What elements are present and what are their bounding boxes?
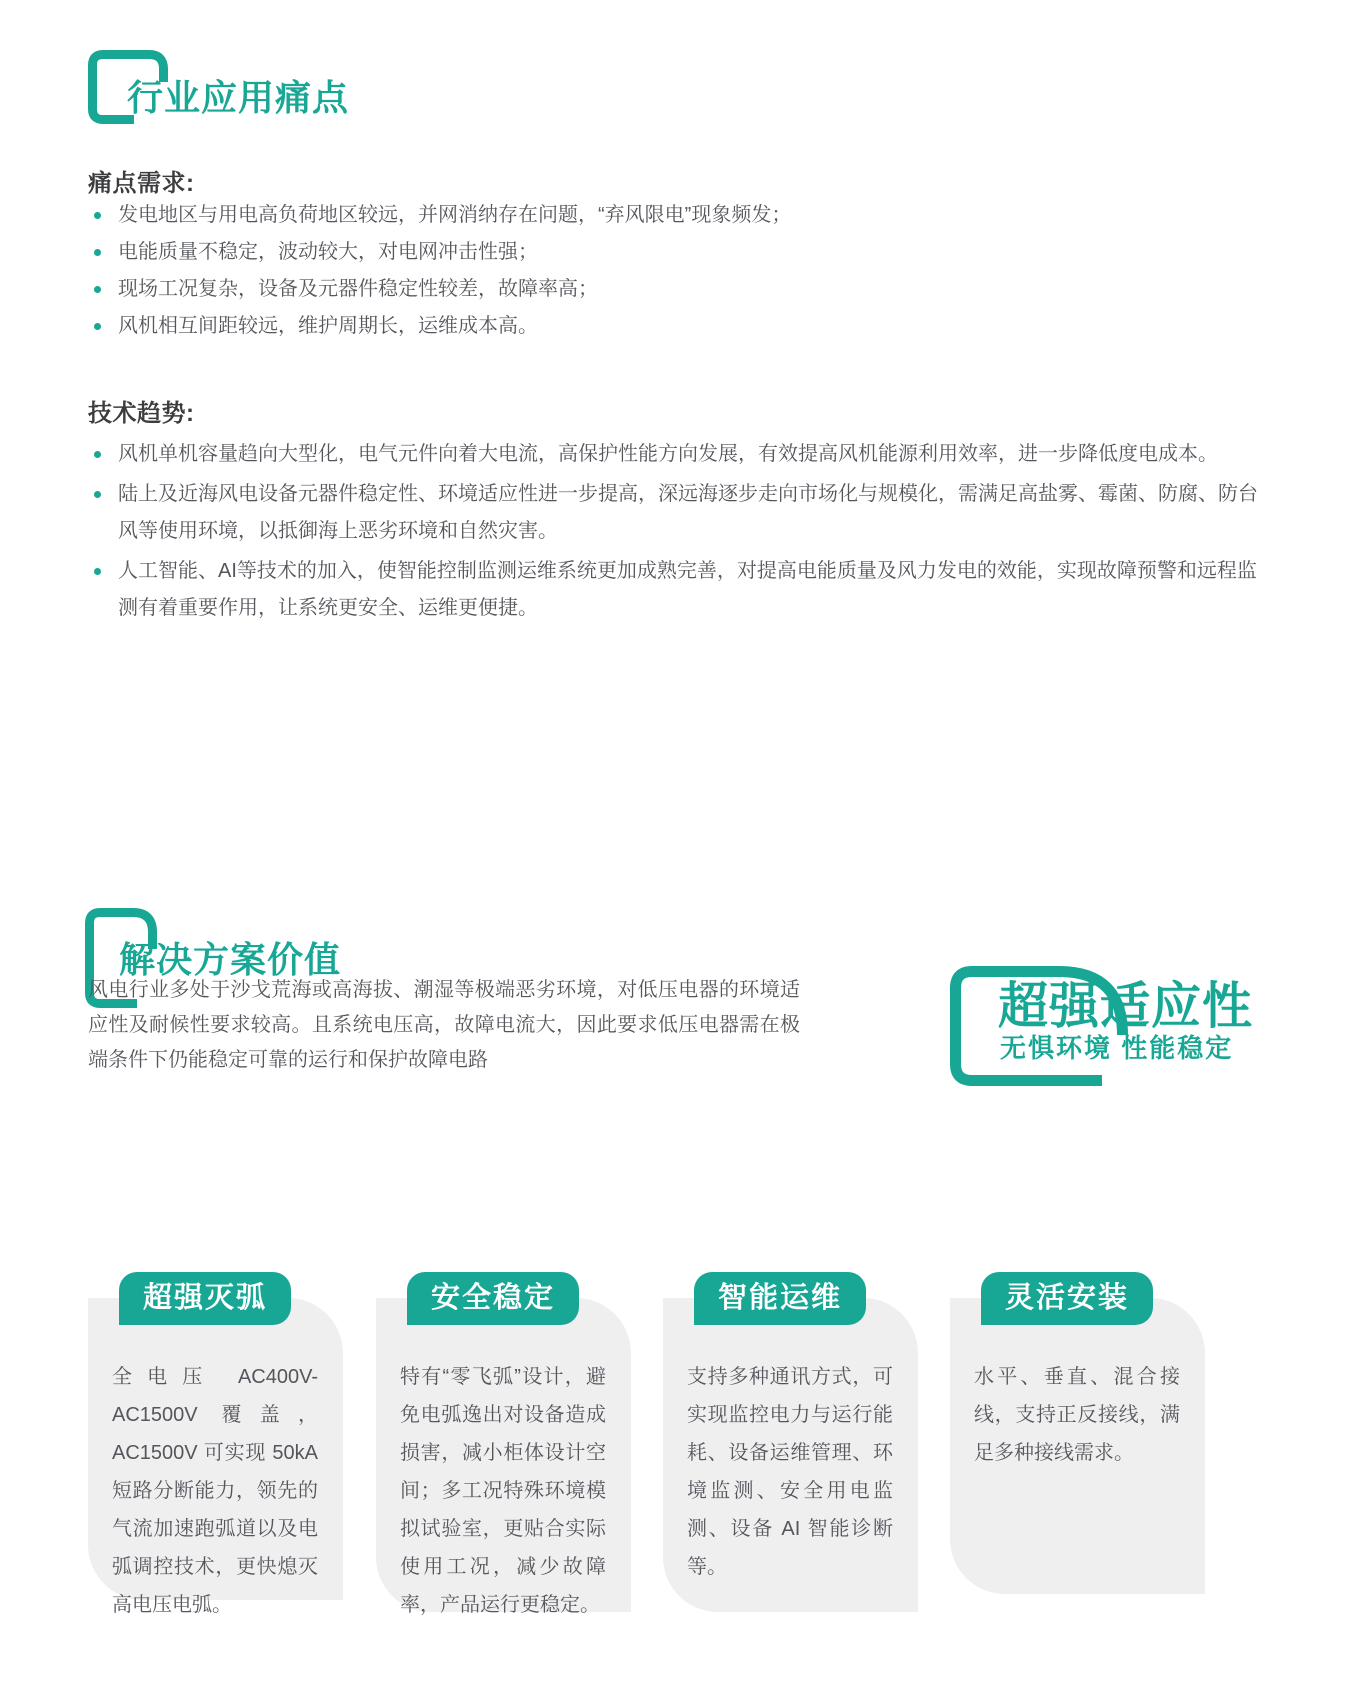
list-item [88,553,1258,627]
bullet-text: 陆上及近海风电设备元器件稳定性、环境适应性进一步提高，深远海逐步走向市场化与规模化，需满足高盐雾、霉菌、防腐、防台风等使用环境，以抵御海上恶劣环境和自然灾害。 [118,483,1258,542]
dot-icon [94,249,101,256]
pain-needs-heading: 痛点需求: [88,170,195,197]
section-title-pain: 行业应用痛点 [127,77,350,118]
value-paragraph: 风电行业多处于沙戈荒海或高海拔、潮湿等极端恶劣环境，对低压电器的环境适应性及耐候性要求较高。且系统电压高，故障电流大，因此要求低压电器需在极端条件下仍能稳定可靠的运行和保护故障电路 [88,979,800,1071]
card-title: 超强灭弧 [119,1272,291,1325]
card-body: 特有“零飞弧”设计，避免电弧逸出对设备造成损害，减小柜体设计空间；多工况特殊环境模拟试验室，更贴合实际使用工况，减少故障率，产品运行更稳定。 [376,1298,631,1612]
section-header-pain [88,50,508,130]
list-item [88,274,1268,304]
pain-needs-list [88,200,1268,348]
list-item [88,476,1258,550]
card-title: 智能运维 [694,1272,866,1325]
badge-title: 超强适应性 [998,978,1253,1034]
bullet-text: 风机相互间距较远，维护周期长，运维成本高。 [118,315,538,337]
dot-icon [94,451,101,458]
bullet-text: 风机单机容量趋向大型化，电气元件向着大电流，高保护性能方向发展，有效提高风机能源利用效率，进一步降低度电成本。 [118,443,1218,465]
list-item [88,311,1268,341]
badge-subtitle: 无惧环境 性能稳定 [1000,1033,1234,1063]
dot-icon [94,286,101,293]
card-body: 支持多种通讯方式，可实现监控电力与运行能耗、设备运维管理、环境监测、安全用电监测、设备 AI 智能诊断等。 [663,1298,918,1612]
bullet-text: 现场工况复杂，设备及元器件稳定性较差，故障率高； [118,278,598,300]
adaptability-badge [950,960,1280,1090]
bullet-text: 电能质量不稳定，波动较大，对电网冲击性强； [118,241,538,263]
card-title: 安全稳定 [407,1272,579,1325]
card-title: 灵活安装 [981,1272,1153,1325]
dot-icon [94,491,101,498]
section-title-value: 解决方案价值 [119,939,342,980]
bullet-text: 发电地区与用电高负荷地区较远，并网消纳存在问题，“弃风限电”现象频发； [118,204,792,226]
card-body: 全电压 AC400V-AC1500V 覆盖，AC1500V 可实现 50kA 短路分断能力，领先的气流加速跑弧道以及电弧调控技术，更快熄灭高电压电弧。 [88,1298,343,1600]
dot-icon [94,323,101,330]
tech-trends-list [88,436,1258,630]
tech-trends-heading: 技术趋势: [88,400,195,427]
dot-icon [94,568,101,575]
card-body: 水平、垂直、混合接线，支持正反接线，满足多种接线需求。 [950,1298,1205,1594]
list-item [88,237,1268,267]
dot-icon [94,212,101,219]
bullet-text: 人工智能、AI等技术的加入，使智能控制监测运维系统更加成熟完善，对提高电能质量及风力发电的效能，实现故障预警和远程监测有着重要作用，让系统更安全、运维更便捷。 [118,560,1257,619]
list-item [88,436,1258,473]
list-item [88,200,1268,230]
